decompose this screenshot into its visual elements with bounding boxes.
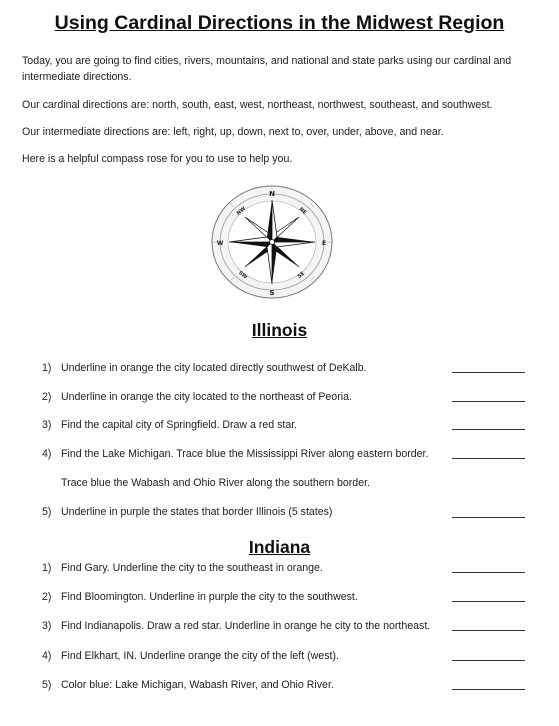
compass-nw-label: NW [235,205,248,217]
intro-paragraph-4: Here is a helpful compass rose for you to use to help you. [22,153,293,165]
answer-line [452,458,525,459]
illinois-question-4-continued: Trace blue the Wabash and Ohio River along the southern border. [61,477,370,489]
illinois-heading: Illinois [251,320,308,340]
illinois-question-4: 4) Find the Lake Michigan. Trace blue the Mississippi River along eastern border. [42,448,429,460]
answer-line [452,517,525,518]
answer-line [452,660,525,661]
compass-se-label: SE [296,270,306,280]
compass-e-label: E [321,240,327,247]
intro-paragraph-3: Our intermediate directions are: left, right, up, down, next to, over, under, above, and near. [22,126,444,138]
indiana-question-4: 4) Find Elkhart, IN. Underline orange the city of the left (west). [42,650,339,662]
compass-n-label: N [269,190,275,198]
page-title: Using Cardinal Directions in the Midwest Region [54,12,505,34]
compass-sw-label: SW [237,270,249,281]
answer-line [452,401,525,402]
answer-line [452,630,525,631]
answer-line [452,372,525,373]
illinois-question-2: 2) Underline in orange the city located to the northeast of Peoria. [42,391,352,403]
intro-paragraph-1: Today, you are going to find cities, rivers, mountains, and national and state parks using our cardinal and intermediate directions. [22,55,512,83]
indiana-question-1: 1) Find Gary. Underline the city to the southeast in orange. [42,562,323,574]
indiana-question-5: 5) Color blue: Lake Michigan, Wabash River, and Ohio River. [42,679,334,691]
illinois-question-5: 5) Underline in purple the states that border Illinois (5 states) [42,506,333,518]
answer-line [452,429,525,430]
compass-rose [205,182,339,302]
compass-ne-label: NE [297,206,308,216]
illinois-question-3: 3) Find the capital city of Springfield. Draw a red star. [42,419,298,431]
indiana-question-2: 2) Find Bloomington. Underline in purple the city to the southwest. [42,591,358,603]
answer-line [452,601,525,602]
intro-paragraph-2: Our cardinal directions are: north, south, east, west, northeast, northwest, southeast, and southwest. [22,99,493,111]
compass-w-label: W [216,240,224,247]
compass-s-label: S [269,289,275,297]
compass-rose-icon [205,182,339,302]
indiana-heading: Indiana [248,537,311,557]
answer-line [452,689,525,690]
indiana-question-3: 3) Find Indianapolis. Draw a red star. Underline in orange he city to the northeast. [42,620,431,632]
answer-line [452,572,525,573]
illinois-question-1: 1) Underline in orange the city located directly southwest of DeKalb. [42,362,367,374]
